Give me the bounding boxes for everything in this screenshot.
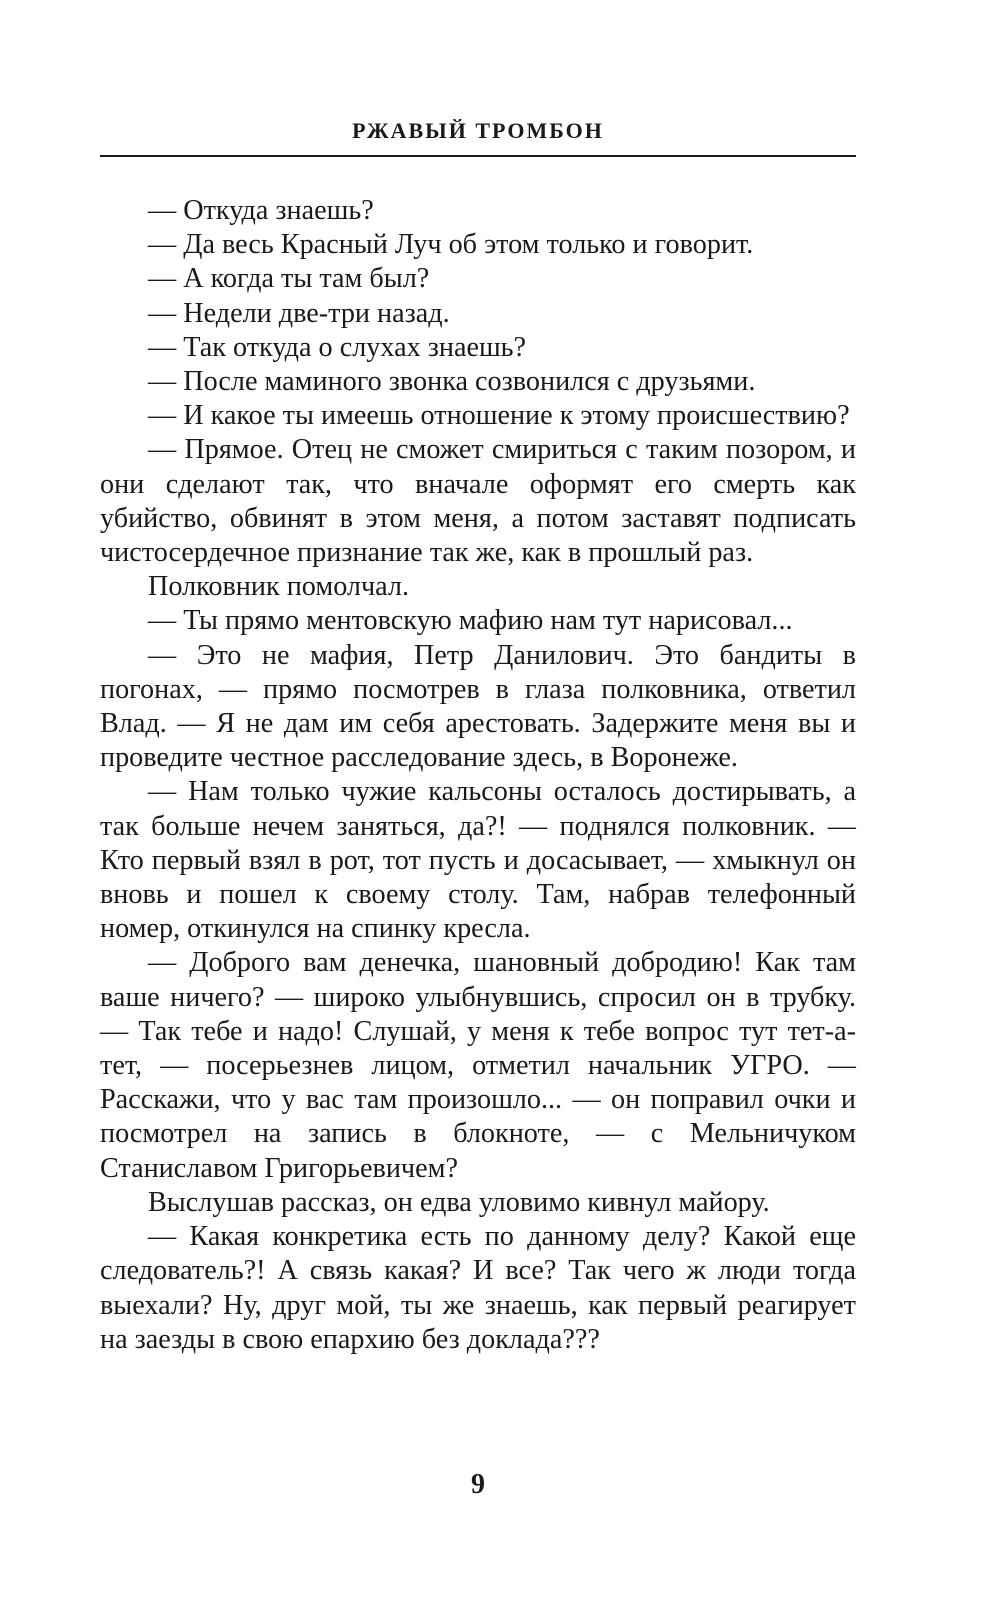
paragraph: — Доброго вам денечка, шановный добродию! Как там ваше ничего? — широко улыбнувшись, спросил он в трубку. — Так тебе и надо! Слушай, у меня к тебе вопрос тут тет-а-тет, — посерьезнев лицом, отметил начальник УГРО. — Расскажи, что у вас там произошло... — он поправил очки и посмотрел на запись в блокноте, — с Мельничуком Станиславом Григорьевичем? xyxy=(100,947,856,1184)
paragraph: — Так откуда о слухах знаешь? xyxy=(148,331,527,363)
paragraph: — Это не мафия, Петр Данилович. Это бандиты в погонах, — прямо посмотрев в глаза полковника, ответил Влад. — Я не дам им себя арестовать. Задержите меня вы и проведите честное расследование здесь, в Воронеже. xyxy=(100,639,856,774)
running-title: РЖАВЫЙ ТРОМБОН xyxy=(352,118,604,143)
paragraph: — Да весь Красный Луч об этом только и говорит. xyxy=(148,229,754,261)
paragraph: — Нам только чужие кальсоны осталось достирывать, а так больше нечем заняться, да?! — поднялся полковник. — Кто первый взял в рот, тот пусть и досасывает, — хмыкнул он вновь и пошел к своему столу. Там, набрав телефонный номер, откинулся на спинку кресла. xyxy=(100,776,856,945)
page-number: 9 xyxy=(471,1469,485,1500)
paragraph: — Откуда знаешь? xyxy=(148,195,374,226)
paragraph: — Ты прямо ментовскую мафию нам тут нарисовал... xyxy=(148,605,793,637)
paragraph: — А когда ты там был? xyxy=(148,263,430,295)
paragraph: Выслушав рассказ, он едва уловимо кивнул майору. xyxy=(148,1186,770,1218)
paragraph: — После маминого звонка созвонился с друзьями. xyxy=(148,366,756,398)
paragraph: — И какое ты имеешь отношение к этому происшествию? xyxy=(148,400,850,432)
paragraph: — Прямое. Отец не сможет смириться с таким позором, и они сделают так, что вначале оформят его смерть как убийство, обвинят в этом меня, а потом заставят подписать чистосердечное признание так же, как в прошлый раз. xyxy=(100,434,856,569)
paragraph: — Какая конкретика есть по данному делу? Какой еще следователь?! А связь какая? И все? Так чего ж люди тогда выехали? Ну, друг мой, ты же знаешь, как первый реагирует на заезды в свою епархию без доклада??? xyxy=(100,1221,856,1355)
text-body xyxy=(100,194,856,1357)
paragraph: — Недели две-три назад. xyxy=(148,297,450,329)
header-rule xyxy=(100,155,856,157)
paragraph: Полковник помолчал. xyxy=(148,571,410,603)
